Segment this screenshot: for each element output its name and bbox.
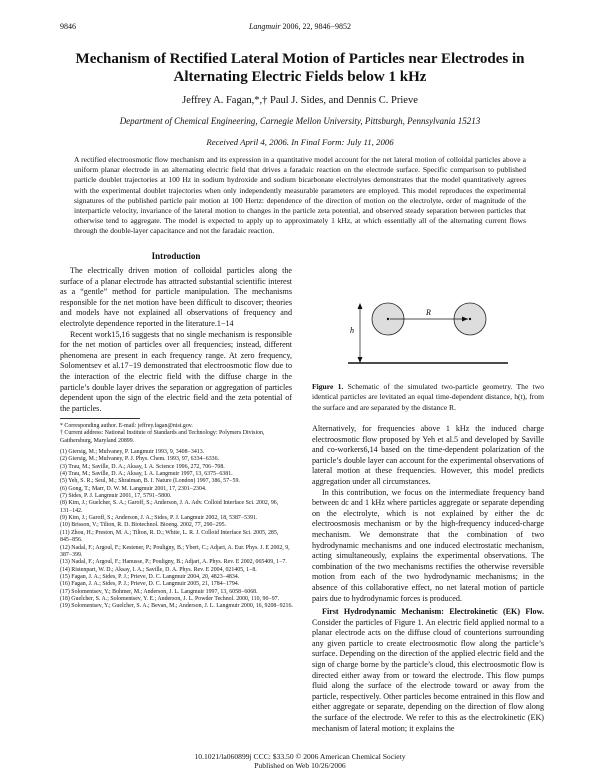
ek-paragraph [312,607,544,734]
reference-item: (13) Nadal, F.; Argoul, F.; Hanusse, P.; Pouligny, B.; Adjari, A. Phys. Rev. E 2002, 065409, 1−7. [60,559,287,566]
reference-item: (4) Trau, M.; Saville, D. A.; Aksay, I. A. Langmuir 1997, 13, 6375−6381. [60,471,233,478]
reference-item: (15) Fagan, J. A.; Sides, P. J.; Prieve, D. C. Langmuir 2004, 20, 4823−4834. [60,573,240,580]
reference-item: (11) Zhou, H.; Preston, M. A.; Tilton, R. D.; White, L. R. J. Colloid Interface Sci. 2005, 285, 845−856. [60,529,279,544]
page-footer [0,752,600,771]
published-line: Published on Web 10/26/2006 [254,761,346,771]
reference-item: (17) Solomentsev, Y.; Bohmer, M.; Anderson, J. L. Langmuir 1997, 13, 6058−6068. [60,588,258,595]
footnote: † Current address: National Institute of Standards and Technology: Polymers Division, Gaithersburg, Maryland 20899. [60,430,265,444]
journal-header [0,22,600,31]
height-arrow-head-bottom [358,357,363,363]
height-arrow-head-top [358,303,363,309]
intro-paragraph-1: The electrically driven motion of colloidal particles along the surface of a planar electrode has attracted substantial scientific interest as a “gentle” method for particle manipulation. The mechanisms responsible for the net motion have been difficult to discover; theories and models have not explained all observations of frequency and electrolyte dependence reported in the literature.1−14 [60,266,292,328]
article-title: Mechanism of Rectified Lateral Motion of Particles near Electrodes in Alternating Electric Fields below 1 kHz [75,51,525,85]
ek-heading: First Hydrodynamic Mechanism: Electrokinetic (EK) Flow. [322,607,544,617]
page-number: 9846 [60,22,76,31]
received-dates: Received April 4, 2006. In Final Form: July 11, 2006 [206,137,394,147]
right-paragraph-2: In this contribution, we focus on the intermediate frequency band between dc and 1 kHz where particles aggregate or separate depending on the electrolyte, which is not explained by either the dc electroosmosis mechanism or by the high-frequency induced-charge mechanism. We demonstrate that the combination of two hydrodynamic mechanisms and one induced electrostatic mechanism, acting simultaneously, explains the experimental observations. The combination of the two mechanisms rectifies the otherwise reversible motion from each of the two hydrodynamic mechanisms; in the absence of this collaborative effect, no net lateral motion of particle pairs due to hydrodynamic forces is produced. [312,487,544,603]
right-column-text [312,424,544,734]
right-paragraph-1: Alternatively, for frequencies above 1 kHz the induced charge electroosmotic flow proposed by Yeh et al.5 and developed by Saville and co-workers6,14 based on the time-dependent polarization of the particle’s double layer can account for the experimental observations of lateral motion at these frequencies. However, this model predicts aggregation under all circumstances. [312,424,544,486]
particle-right-center [469,318,471,320]
doi-line: 10.1021/la060899j CCC: $33.50 © 2006 American Chemical Society [194,752,406,761]
reference-item: (9) Kim, J.; Garoff, S.; Anderson, J. A.; Sides, P. J. Langmuir 2002, 18, 5387−5391. [60,515,258,522]
figure-caption-label: Figure 1. [312,382,344,391]
left-column-text [60,266,292,414]
label-r: R [426,308,431,317]
authors: Jeffrey A. Fagan,*,† Paul J. Sides, and Dennis C. Prieve [182,95,418,106]
reference-item: (12) Nadal, F.; Argoul, F.; Kestener, P.; Pouligny, B.; Ybert, C.; Adjari, A. Eur. Phys. J. E 2002, 9, 387−399. [60,544,290,558]
reference-item: (14) Ristenpart, W. D.; Aksay, I. A.; Saville, D. A. Phys. Rev. E 2004, 021405, 1−8. [60,566,257,573]
reference-item: (6) Gong, T.; Marr, D. W. M. Langmuir 2001, 17, 2301−2304. [60,485,207,492]
intro-paragraph-2: Recent work15,16 suggests that no single mechanism is responsible for the net motion of particles over all frequencies; instead, different phenomena are present in each frequency range. At zero frequency, Solomentsev et al.17−19 demonstrated that electroosmotic flow due to the interaction of the electric field with the diffuse charge in the particle’s double layer drives the separation or aggregation of particles dependent upon the sign of the electric field and the zeta potential of the particles. [60,329,292,413]
reference-item: (3) Trau, M.; Saville, D. A.; Aksay, I. A. Science 1996, 272, 706−708. [60,463,225,470]
figure-caption-text: Schematic of the simulated two-particle geometry. The two identical particles are levitated an equal time-dependent distance, h(t), from the surface and are separated by the distance R. [312,382,544,412]
figure-1-caption [312,382,544,413]
footnote: * Corresponding author. E-mail: jeffrey.fagan@nist.gov. [60,423,193,429]
reference-item: (18) Guelcher, S. A.; Solomentsev, Y. E.; Anderson, J. L. Powder Technol. 2000, 110, 90−97. [60,595,280,602]
reference-item: (8) Kim, J.; Guelcher, S. A.; Garoff, S.; Anderson, J. A. Adv. Colloid Interface Sci. 2002, 96, 131−142. [60,500,279,514]
abstract: A rectified electroosmotic flow mechanism and its expression in a quantitative model account for the net lateral motion of colloidal particles above a uniform planar electrode in an alternating electric field that drives a faradaic reaction on the electrode surface. Specific comparison to published particle doublet trajectories at 100 Hz in sodium hydroxide and sodium bicarbonate electrolytes demonstrates that the model quantitatively agrees with the experimental doublet trajectories when only independently measurable parameters are employed. This model reproduces the experimental signatures of the published particle pair motion at 100 Hertz: dependence of the direction of motion on the electrolyte, order of magnitude of the interparticle velocity, invariance of the lateral motion to changes in the particle zeta potential, and observed steady separation between particles that otherwise tend to aggregate. The model is expected to apply up to approximately 1 kHz, at which essentially all of the alternating current flows through the double-layer capacitance and not the faradaic reaction. [74,155,526,236]
ek-text: Consider the particles of Figure 1. An electric field applied normal to a planar electrode acts on the diffuse cloud of counterions surrounding any given particle to create electroosmotic flow along the particle’s surface. Depending on the direction of the applied electric field and the sign of charge borne by the particle’s cloud, this electroosmotic flow is directed either away from or toward the electrode. This flow pumps fluid along the surface of the electrode toward or away from the particle, respectively. Other particles become entrained in this flow and either aggregate or separate, depending on the direction of flow along the surface of the electrode. We refer to this as the electrokinetic (EK) mechanism of lateral motion; it explains the [312,617,544,733]
footnote-divider [60,418,140,419]
footnotes-and-references [60,423,294,611]
journal-name: Langmuir [248,22,281,31]
reference-item: (1) Giersig, M.; Mulvaney, P. Langmuir 1993, 9, 3408−3413. [60,449,205,456]
introduction-heading: Introduction [151,251,201,261]
reference-item: (10) Brisson, V.; Tilton, R. D. Biotechnol. Bioeng. 2002, 77, 290−295. [60,522,227,529]
reference-item: (2) Giersig, M.; Mulvaney, P. J. Phys. Chem. 1993, 97, 6334−6336. [60,456,220,463]
reference-item: (5) Yeh, S. R.; Seul, M.; Shraiman, B. I. Nature (London) 1997, 386, 57−59. [60,478,240,485]
affiliation: Department of Chemical Engineering, Carnegie Mellon University, Pittsburgh, Pennsylvania 15213 [119,116,481,126]
reference-item: (7) Sides, P. J. Langmuir 2001, 17, 5791−5800. [60,493,172,500]
reference-item: (16) Fagan, J. A.; Sides, P. J.; Prieve, D. C. Langmuir 2005, 21, 1784−1794. [60,581,240,588]
reference-item: (19) Solomentsev, Y.; Guelcher, S. A.; Bevan, M.; Anderson, J. L. Langmuir 2000, 16, 9208−9216. [60,603,293,610]
label-h: h [350,326,354,335]
particle-left-center [387,318,389,320]
journal-citation: 2006, 22, 9846−9852 [282,22,352,31]
figure-1-schematic [348,283,508,378]
